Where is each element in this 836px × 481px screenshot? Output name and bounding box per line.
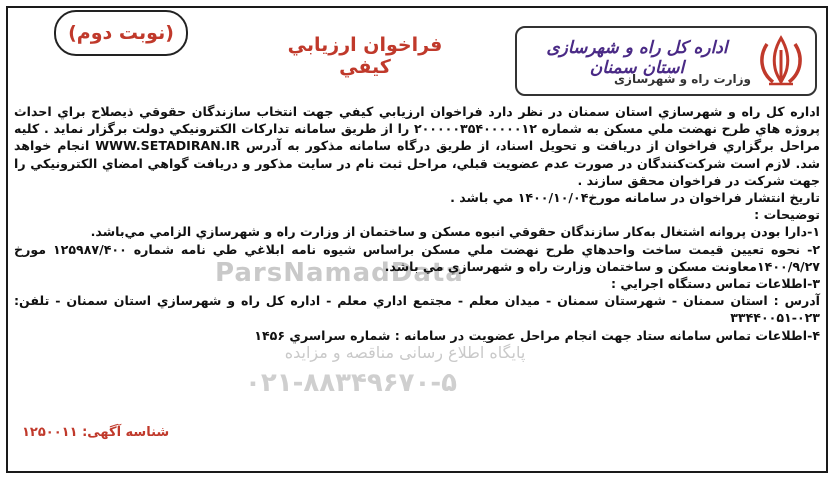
iran-emblem-icon — [755, 34, 807, 90]
intro-paragraph: اداره كل راه و شهرسازي استان سمنان در نظر دارد فراخوان ارزيابي كيفي جهت انتخاب سازندگان حقوقي ذيصلاح براي احداث پروژه هاي طرح نهضت ملي مسكن به شماره ۲۰۰۰۰۰۳۵۴۰۰۰۰۰۱۲ را از طريق سامانه تداركات الكترونيكي دولت برگزار نمايد . كليه مراحل برگزاري فراخوان از دريافت و تحويل اسناد، از طريق درگاه سامانه مذكور به آدرس WWW.SETADIRAN.IR انجام خواهد شد. لازم است شركت‌كنندگان در صورت عدم عضويت قبلي، مراحل ثبت نام در سايت مذكور و دريافت گواهي امضاي الكترونيكي را جهت شركت در فراخوان محقق سازند . — [14, 104, 820, 188]
org-name: اداره کل راه و شهرسازی استان سمنان — [546, 38, 728, 78]
note-1: ۱-دارا بودن پروانه اشتغال به‌كار سازندگان حقوقي انبوه مسكن و ساختمان از وزارت راه و شهرسازي الزامي مي‌باشد. — [90, 224, 820, 240]
watermark-tagline: پایگاه اطلاع رسانی مناقصه و مزایده — [284, 343, 526, 362]
watermark-brand: ParsNamadData — [215, 258, 464, 288]
ad-number: شناسه آگهی: ۱۲۵۰۰۱۱ — [22, 425, 170, 440]
notice-title: فراخوان ارزيابي كيفي — [287, 34, 443, 78]
watermark-phone: ۰۲۱-۸۸۳۴۹۶۷۰-۵ — [245, 368, 458, 398]
publish-date: تاريخ انتشار فراخوان در سامانه مورخ۱۴۰۰/۱۰/۰۴ مي باشد . — [450, 190, 820, 206]
org-header — [515, 26, 817, 96]
contact-address: آدرس : استان سمنان - شهرستان سمنان - ميدان معلم - مجتمع اداري معلم - اداره كل راه و شهرسازي استان سمنان - تلفن: ۰۲۳-۳۳۴۴۰۰۵۱ — [14, 293, 820, 326]
notice-body — [14, 103, 820, 344]
note-4: ۴-اطلاعات تماس سامانه ستاد جهت انجام مراحل عضويت در سامانه : شماره سراسري ۱۴۵۶ — [254, 327, 820, 343]
note-2: ۲- نحوه تعيين قيمت ساخت واحدهاي طرح نهضت ملي مسكن براساس شيوه نامه ابلاغي طي نامه شماره ۱۲۵۹۸۷/۴۰۰ مورخ ۱۴۰۰/۹/۲۷معاونت مسكن و ساختمان وزارت راه و شهرسازي مي باشد. — [14, 241, 820, 274]
ministry-name: وزارت راه و شهرسازی — [614, 72, 751, 86]
note-3: ۳-اطلاعات تماس دستگاه اجرايي : — [611, 276, 820, 292]
notes-heading: توضيحات : — [754, 207, 820, 223]
round-label: (نوبت دوم) — [54, 10, 188, 56]
